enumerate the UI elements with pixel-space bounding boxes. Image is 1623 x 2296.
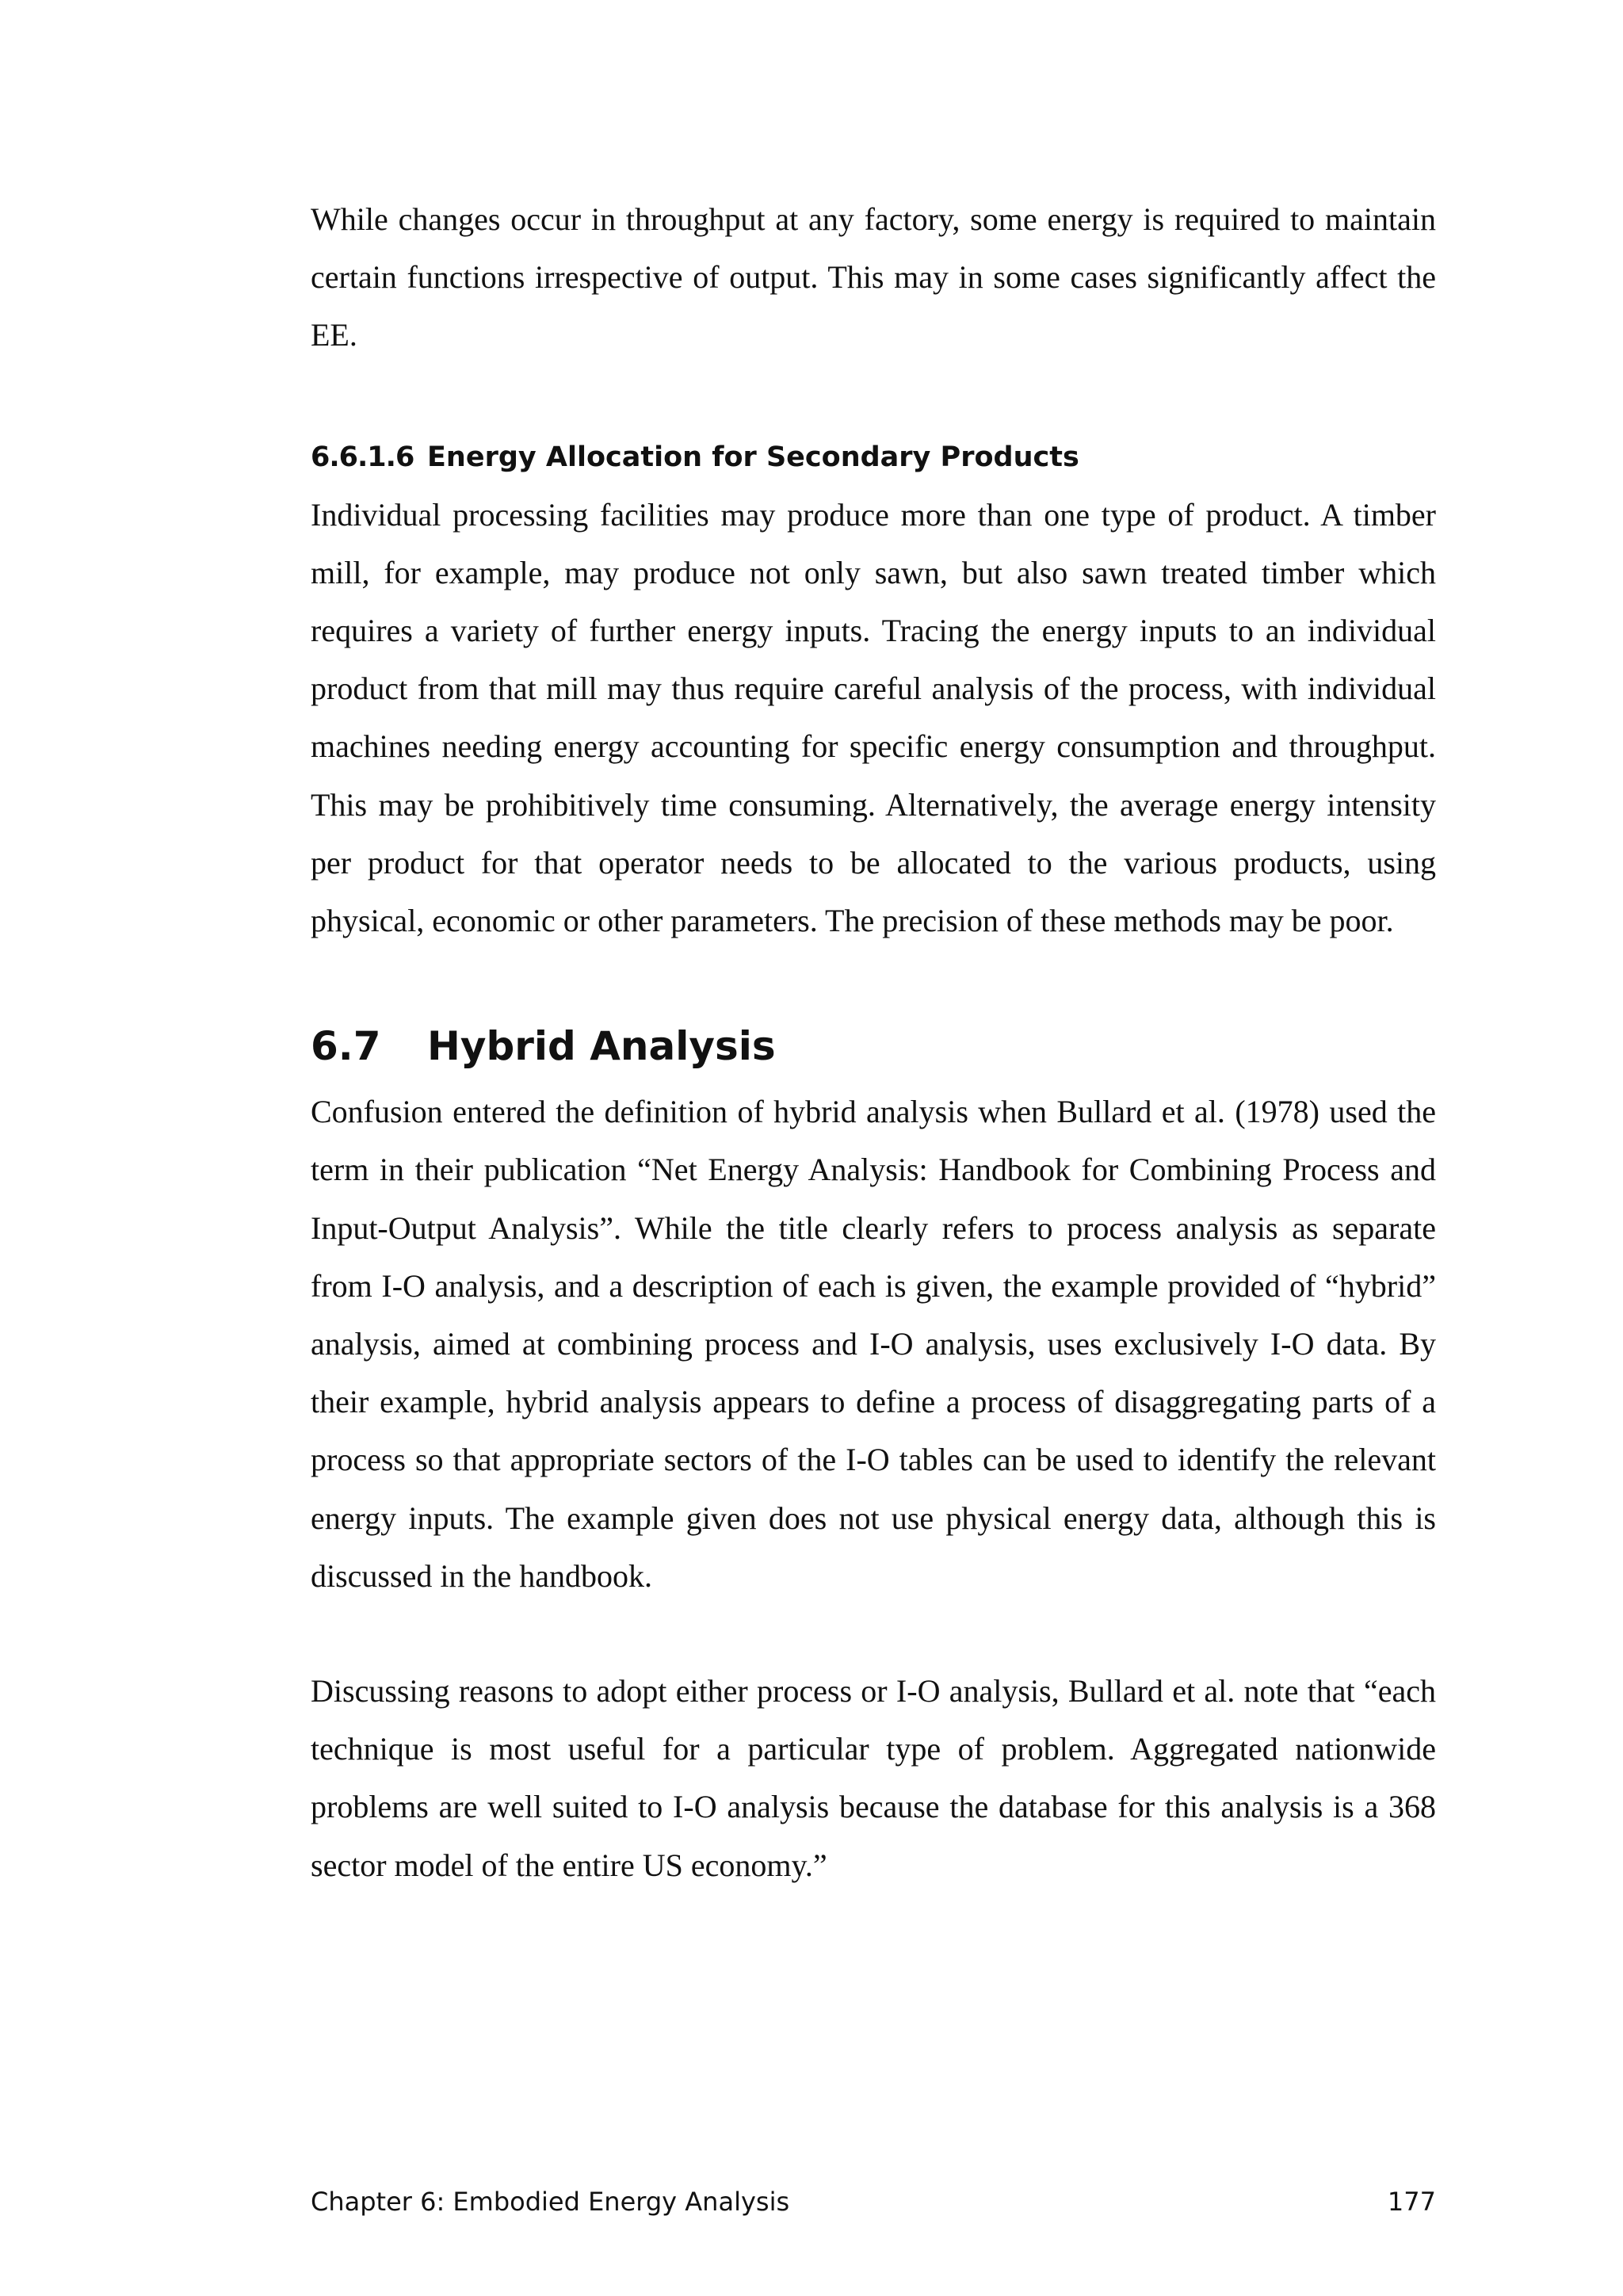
paragraph-energy-allocation: Individual processing facilities may produce more than one type of product. A timber mill, for example, may produce not only sawn, but also sawn treated timber which requires a variety of further energy inputs. Tracing the energy inputs to an individual product from that mill may thus require careful analysis of the process, with individual machines needing energy accounting for specific energy consumption and throughput. This may be prohibitively time consuming. Alternatively, the average energy intensity per product for that operator needs to be allocated to the various products, using physical, economic or other parameters. The precision of these methods may be poor. — [311, 496, 1436, 939]
subsection-number: 6.6.1.6 — [311, 441, 414, 473]
section-number: 6.7 — [311, 1023, 381, 1070]
paragraph-throughput: While changes occur in throughput at any factory, some energy is required to maintain certain functions irrespective of output. This may in some cases significantly affect the EE. — [311, 201, 1436, 353]
chapter-title: Chapter 6: Embodied Energy Analysis — [311, 2187, 790, 2217]
paragraph-hybrid-reasons: Discussing reasons to adopt either process or I-O analysis, Bullard et al. note that “each technique is most useful for a particular type of problem. Aggregated nationwide problems are well suited to I-O analysis because the database for this analysis is a 368 sector model of the entire US economy.” — [311, 1673, 1436, 1883]
subsection-heading — [311, 440, 1436, 475]
page-number: 177 — [1387, 2187, 1436, 2217]
page-content — [311, 190, 1436, 1894]
section-heading — [311, 1022, 1436, 1070]
page-footer — [311, 2186, 1436, 2218]
paragraph-hybrid-definition: Confusion entered the definition of hybrid analysis when Bullard et al. (1978) used the term in their publication “Net Energy Analysis: Handbook for Combining Process and Input-Output Analysis”. While the title clearly refers to process analysis as separate from I-O analysis, and a description of each is given, the example provided of “hybrid” analysis, aimed at combining process and I-O analysis, uses exclusively I-O data. By their example, hybrid analysis appears to define a process of disaggregating parts of a process so that appropriate sectors of the I-O tables can be used to identify the relevant energy inputs. The example given does not use physical energy data, although this is discussed in the handbook. — [311, 1094, 1436, 1594]
section-title: Hybrid Analysis — [427, 1023, 776, 1070]
subsection-title: Energy Allocation for Secondary Products — [427, 441, 1079, 473]
